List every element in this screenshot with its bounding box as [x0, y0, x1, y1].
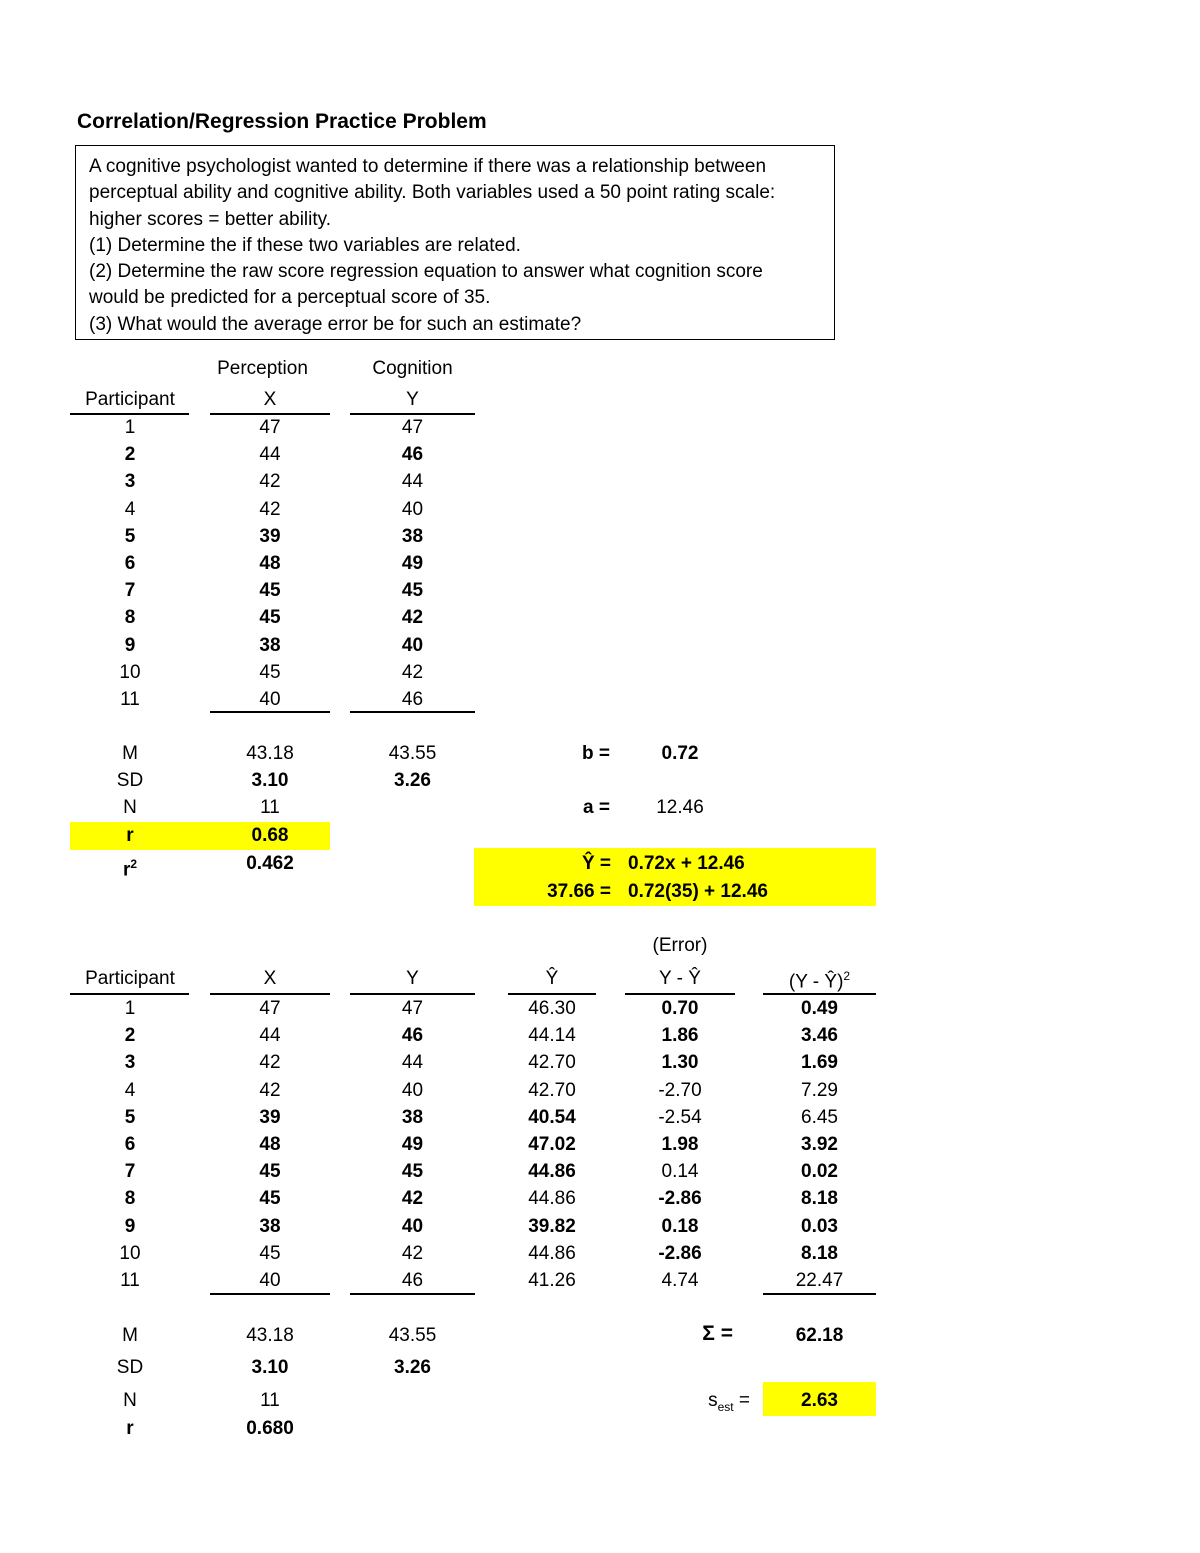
table-cell: 47 — [401, 998, 424, 1019]
table-cell: 42 — [401, 1188, 424, 1210]
b-label: b = — [582, 743, 610, 764]
table-cell: -2.86 — [658, 1188, 702, 1210]
y-column — [350, 414, 475, 713]
mean-y: 43.55 — [388, 743, 437, 764]
table-cell: 4 — [124, 1079, 136, 1101]
table-cell: 46 — [401, 1269, 424, 1291]
table-cell: 8.18 — [801, 1188, 838, 1210]
table-cell: 0.02 — [801, 1161, 838, 1183]
sum-value: 62.18 — [795, 1325, 844, 1346]
a-value: 12.46 — [656, 797, 704, 818]
table-cell: 42 — [401, 607, 424, 629]
table-cell: 45 — [259, 661, 281, 683]
table-cell: 11 — [120, 1269, 140, 1291]
table-cell: 45 — [401, 580, 424, 602]
x-header: X — [263, 968, 277, 989]
table-cell: 45 — [259, 1188, 281, 1210]
table-cell: 40 — [259, 1269, 281, 1291]
table-cell: 40 — [401, 634, 424, 656]
total-underline — [350, 711, 475, 713]
table-cell: 3.46 — [801, 1025, 838, 1047]
table-cell: 44 — [401, 471, 424, 493]
table-cell: 46.30 — [528, 998, 576, 1019]
participant-header: Participant — [85, 968, 175, 989]
table-cell: 45 — [259, 580, 281, 602]
table-cell: 1.86 — [661, 1025, 699, 1047]
table-cell: 47.02 — [528, 1133, 576, 1155]
table-cell: 5 — [124, 525, 136, 547]
sest-label: $s_{est}$ = — [708, 1390, 750, 1414]
prediction-label: 37.66 = — [547, 881, 611, 902]
x-column — [210, 414, 330, 713]
table-cell: 3 — [124, 1052, 136, 1074]
table-cell: 2 — [124, 444, 136, 466]
table-cell: 39 — [259, 525, 281, 547]
table-cell: 7 — [124, 580, 136, 602]
table-cell: 47 — [259, 998, 281, 1019]
mean-x: 43.18 — [246, 1325, 294, 1346]
total-underline — [210, 1293, 330, 1295]
problem-line: higher scores = better ability. — [89, 208, 332, 230]
squared-error-header: (Y - Ŷ)$^2$ — [788, 969, 851, 993]
participant-header: Participant — [85, 389, 175, 410]
stat-label-sd: SD — [116, 1357, 144, 1378]
table-cell: 46 — [401, 1025, 424, 1047]
mean-x: 43.18 — [246, 743, 294, 764]
table-cell: 6 — [124, 1133, 136, 1155]
stat-label-r2: $r^2$ — [122, 857, 138, 881]
table-cell: 44.14 — [528, 1025, 576, 1047]
regression-equation: 0.72x + 12.46 — [628, 853, 745, 874]
sd-y: 3.26 — [394, 1357, 431, 1378]
error-column — [625, 995, 735, 1294]
sd-x: 3.10 — [251, 1357, 289, 1378]
table-cell: 0.49 — [801, 998, 838, 1019]
table-cell: 3 — [124, 471, 136, 493]
table-cell: 41.26 — [528, 1269, 576, 1291]
table-cell: 22.47 — [795, 1269, 844, 1291]
sd-x: 3.10 — [251, 770, 289, 791]
table-cell: 46 — [401, 688, 424, 710]
table-cell: 44 — [401, 1052, 424, 1074]
stat-label-r: r — [126, 1418, 134, 1439]
table-cell: 44.86 — [528, 1188, 576, 1210]
table-cell: 1.30 — [661, 1052, 699, 1074]
table-cell: 7 — [124, 1161, 136, 1183]
problem-line: perceptual ability and cognitive ability. Both variables used a 50 point rating scale: — [89, 182, 776, 204]
y-header: Y — [406, 968, 419, 989]
table-cell: 42.70 — [528, 1079, 576, 1101]
yhat-column — [508, 995, 596, 1294]
stat-label-n: N — [123, 1390, 137, 1411]
cognition-header: Cognition — [372, 358, 453, 379]
table-cell: 48 — [259, 552, 281, 574]
table-cell: 38 — [259, 634, 281, 656]
table-cell: 4 — [124, 498, 136, 520]
table-cell: 1 — [124, 998, 136, 1019]
n-x: 11 — [260, 797, 280, 818]
table-cell: 11 — [120, 688, 140, 710]
r-value: 0.680 — [246, 1418, 294, 1439]
prediction-equation: 0.72(35) + 12.46 — [628, 881, 768, 902]
table-cell: 9 — [124, 1215, 136, 1237]
table-cell: 8 — [124, 1188, 136, 1210]
stat-label-n: N — [123, 797, 137, 818]
table-cell: 46 — [401, 444, 424, 466]
sd-y: 3.26 — [394, 770, 431, 791]
problem-box — [75, 145, 835, 340]
table-cell: 44 — [259, 1025, 281, 1047]
table-cell: 44.86 — [528, 1161, 576, 1183]
squared-error-column — [763, 995, 876, 1294]
table-cell: 49 — [401, 552, 424, 574]
x-header: X — [263, 389, 277, 410]
table-cell: 10 — [119, 1242, 141, 1264]
problem-line: (3) What would the average error be for such an estimate? — [89, 313, 582, 335]
table-cell: 0.18 — [661, 1215, 699, 1237]
table-cell: 38 — [401, 1106, 424, 1128]
table-cell: 42 — [259, 471, 281, 493]
table-cell: 45 — [401, 1161, 424, 1183]
table-cell: 0.70 — [661, 998, 699, 1019]
error-note: (Error) — [652, 935, 708, 956]
table-cell: 9 — [124, 634, 136, 656]
table-cell: 2 — [124, 1025, 136, 1047]
table-cell: 39 — [259, 1106, 281, 1128]
x-column — [210, 995, 330, 1294]
table-cell: 44.86 — [528, 1242, 576, 1264]
problem-line: A cognitive psychologist wanted to determine if there was a relationship between — [89, 156, 767, 177]
table-cell: 48 — [259, 1133, 281, 1155]
table-cell: 40 — [401, 1079, 424, 1101]
table-cell: 1.98 — [661, 1133, 699, 1155]
table-cell: 39.82 — [528, 1215, 576, 1237]
table-cell: 3.92 — [801, 1133, 838, 1155]
problem-line: (2) Determine the raw score regression equation to answer what cognition score — [89, 261, 763, 283]
table-cell: 42 — [259, 1079, 281, 1101]
r-value: 0.68 — [251, 825, 289, 846]
problem-line: would be predicted for a perceptual score of 35. — [89, 287, 491, 309]
table-cell: 0.14 — [661, 1161, 699, 1183]
table-cell: 0.03 — [801, 1215, 838, 1237]
total-underline — [350, 1293, 475, 1295]
yhat-label: Ŷ = — [581, 853, 611, 874]
page-title: Correlation/Regression Practice Problem — [77, 110, 487, 133]
table-cell: -2.70 — [658, 1079, 702, 1101]
table-cell: 6 — [124, 552, 136, 574]
sest-value: 2.63 — [801, 1390, 838, 1411]
sum-label: Σ = — [702, 1322, 733, 1345]
table-cell: 42.70 — [528, 1052, 576, 1074]
table-cell: 40.54 — [528, 1106, 576, 1128]
y-column — [350, 995, 475, 1294]
table-cell: 42 — [401, 1242, 424, 1264]
table-cell: 47 — [401, 417, 424, 438]
table-cell: 7.29 — [801, 1079, 838, 1101]
table-cell: -2.86 — [658, 1242, 702, 1264]
table-cell: 44 — [259, 444, 281, 466]
table-cell: 42 — [259, 498, 281, 520]
stat-label-r: r — [126, 825, 134, 846]
participant-column — [70, 995, 190, 1294]
table-cell: -2.54 — [658, 1106, 702, 1128]
table-cell: 6.45 — [801, 1106, 838, 1128]
a-label: a = — [583, 797, 610, 818]
total-underline — [763, 1293, 876, 1295]
table-cell: 45 — [259, 607, 281, 629]
table-cell: 8 — [124, 607, 136, 629]
table-cell: 5 — [124, 1106, 136, 1128]
perception-header: Perception — [217, 358, 308, 379]
stat-label-m: M — [122, 1325, 138, 1346]
table-cell: 40 — [401, 498, 424, 520]
stat-label-sd: SD — [116, 770, 144, 791]
table-cell: 1 — [124, 417, 136, 438]
stat-label-m: M — [122, 743, 138, 764]
total-underline — [210, 711, 330, 713]
table-cell: 38 — [259, 1215, 281, 1237]
table-cell: 45 — [259, 1242, 281, 1264]
table-cell: 45 — [259, 1161, 281, 1183]
table-cell: 38 — [401, 525, 424, 547]
table-cell: 49 — [401, 1133, 424, 1155]
table-cell: 42 — [401, 661, 424, 683]
table-cell: 4.74 — [661, 1269, 699, 1291]
table-cell: 8.18 — [801, 1242, 838, 1264]
table-cell: 1.69 — [801, 1052, 838, 1074]
table-cell: 10 — [119, 661, 141, 683]
b-value: 0.72 — [661, 743, 699, 764]
r2-value: 0.462 — [246, 853, 294, 874]
mean-y: 43.55 — [388, 1325, 437, 1346]
problem-line: (1) Determine the if these two variables are related. — [89, 234, 521, 256]
y-header: Y — [406, 389, 419, 410]
participant-column — [70, 414, 190, 713]
table-cell: 40 — [259, 688, 281, 710]
table-cell: 47 — [259, 417, 281, 438]
table-cell: 40 — [401, 1215, 424, 1237]
table-cell: 42 — [259, 1052, 281, 1074]
n-x: 11 — [260, 1390, 280, 1411]
error-header: Y - Ŷ — [659, 968, 701, 989]
yhat-header: Ŷ — [545, 968, 559, 989]
